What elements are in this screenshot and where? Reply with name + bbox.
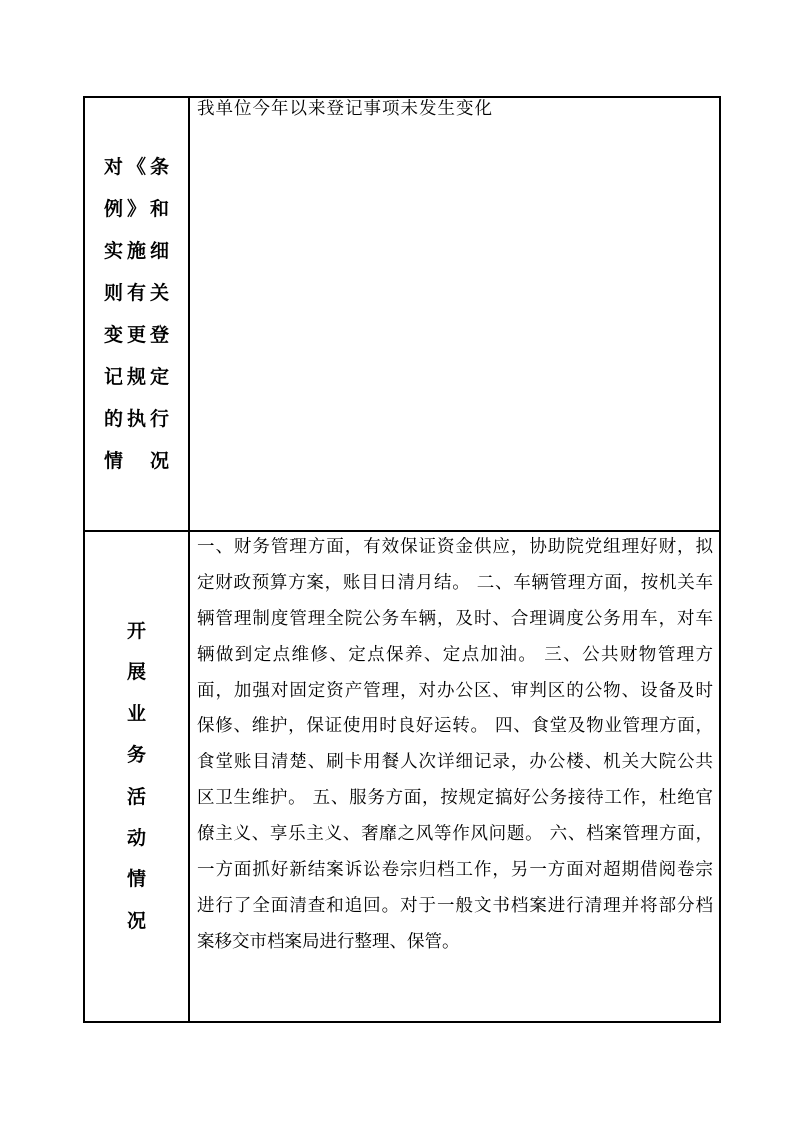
content-line: 面，加强对固定资产管理，对办公区、审判区的公物、设备及时 bbox=[197, 680, 713, 701]
label-char: 务 bbox=[126, 744, 146, 767]
label-char: 动 bbox=[126, 826, 146, 849]
content-line: 进行了全面清查和追回。对于一般文书档案进行清理并将部分档 bbox=[197, 895, 713, 916]
form-table bbox=[83, 96, 721, 1023]
label-char: 活 bbox=[126, 785, 146, 808]
content-line: 僚主义、享乐主义、奢靡之风等作风问题。 六、档案管理方面， bbox=[197, 824, 713, 845]
label-char: 况 bbox=[126, 909, 146, 932]
label-line: 的执行 bbox=[104, 408, 169, 430]
activities-paragraph bbox=[197, 530, 713, 961]
activities-label-cell bbox=[85, 532, 188, 1021]
label-line: 情 况 bbox=[104, 450, 169, 472]
content-line: 案移交市档案局进行整理、保管。 bbox=[197, 931, 460, 952]
label-char: 业 bbox=[126, 702, 146, 725]
content-line: 区卫生维护。 五、服务方面，按规定搞好公务接待工作，杜绝官 bbox=[197, 788, 713, 809]
registration-content-cell bbox=[190, 98, 719, 530]
activities-content-cell bbox=[190, 532, 719, 1021]
label-line: 对《条 bbox=[104, 156, 169, 178]
label-line: 记规定 bbox=[104, 366, 169, 388]
content-line: 一、财务管理方面，有效保证资金供应，协助院党组理好财，拟 bbox=[197, 537, 713, 557]
registration-label-cell bbox=[85, 98, 188, 530]
label-char: 情 bbox=[126, 868, 146, 891]
registration-content-text: 我单位今年以来登记事项未发生变化 bbox=[197, 99, 493, 119]
label-char: 开 bbox=[126, 619, 146, 642]
content-line: 保修、维护，保证使用时良好运转。 四、食堂及物业管理方面， bbox=[197, 716, 713, 737]
label-line: 例》和 bbox=[104, 198, 169, 220]
label-line: 变更登 bbox=[104, 324, 169, 346]
label-line: 实施细 bbox=[104, 240, 169, 262]
content-line: 食堂账目清楚、刷卡用餐人次详细记录，办公楼、机关大院公共 bbox=[197, 752, 713, 773]
content-line: 一方面抓好新结案诉讼卷宗归档工作，另一方面对超期借阅卷宗 bbox=[197, 860, 713, 881]
label-char: 展 bbox=[126, 661, 146, 684]
content-line: 辆管理制度管理全院公务车辆，及时、合理调度公务用车，对车 bbox=[197, 608, 713, 629]
content-line: 定财政预算方案，账目日清月结。 二、车辆管理方面，按机关车 bbox=[197, 572, 713, 593]
label-line: 则有关 bbox=[104, 282, 169, 304]
content-line: 辆做到定点维修、定点保养、定点加油。 三、公共财物管理方 bbox=[197, 644, 713, 665]
